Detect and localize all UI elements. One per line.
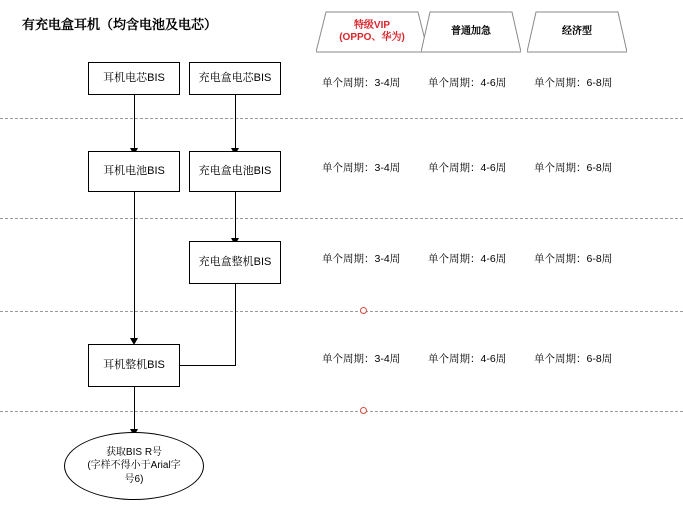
terminator-get-bis-r-number[interactable]: [64, 432, 204, 500]
box-charge-case-unit-bis[interactable]: 充电盒整机BIS: [189, 241, 281, 284]
box-earphone-unit-bis[interactable]: 耳机整机BIS: [88, 344, 180, 387]
connector-case-unit-down: [235, 284, 236, 365]
banner-urgent-label: 普通加急: [451, 25, 491, 37]
banner-urgent: [421, 10, 521, 54]
page-title: 有充电盒耳机（均含电池及电芯）: [22, 17, 218, 32]
lane-divider-4: [0, 411, 683, 412]
cycle-urgent-row4: 单个周期：4-6周: [428, 353, 507, 365]
cycle-vip-row3: 单个周期：3-4周: [322, 253, 401, 265]
connector-earphone-cell-to-battery: [134, 95, 135, 150]
terminator-label: 获取BIS R号 (字样不得小于Arial字 号6): [87, 446, 181, 485]
connector-earphone-unit-to-terminator: [134, 387, 135, 431]
lane-divider-3: [0, 311, 683, 312]
connector-case-unit-left: [175, 365, 236, 366]
box-charge-case-battery-bis[interactable]: 充电盒电池BIS: [189, 151, 281, 192]
lane-marker-3: [360, 307, 367, 314]
lane-divider-1: [0, 118, 683, 119]
cycle-economy-row4: 单个周期：6-8周: [534, 353, 613, 365]
connector-case-battery-to-unit: [235, 192, 236, 240]
box-earphone-battery-bis[interactable]: 耳机电池BIS: [88, 151, 180, 192]
cycle-urgent-row3: 单个周期：4-6周: [428, 253, 507, 265]
cycle-vip-row4: 单个周期：3-4周: [322, 353, 401, 365]
connector-earphone-battery-to-unit: [134, 192, 135, 340]
lane-marker-4: [360, 407, 367, 414]
box-earphone-cell-bis[interactable]: 耳机电芯BIS: [88, 62, 180, 95]
connector-case-cell-to-battery: [235, 95, 236, 150]
cycle-vip-row1: 单个周期：3-4周: [322, 77, 401, 89]
cycle-economy-row3: 单个周期：6-8周: [534, 253, 613, 265]
banner-economy: [527, 10, 627, 54]
banner-economy-label: 经济型: [562, 25, 592, 37]
cycle-urgent-row2: 单个周期：4-6周: [428, 162, 507, 174]
cycle-urgent-row1: 单个周期：4-6周: [428, 77, 507, 89]
cycle-economy-row1: 单个周期：6-8周: [534, 77, 613, 89]
cycle-vip-row2: 单个周期：3-4周: [322, 162, 401, 174]
cycle-economy-row2: 单个周期：6-8周: [534, 162, 613, 174]
lane-divider-2: [0, 218, 683, 219]
banner-vip: [316, 10, 428, 54]
box-charge-case-cell-bis[interactable]: 充电盒电芯BIS: [189, 62, 281, 95]
banner-vip-label: 特级VIP (OPPO、华为): [339, 19, 405, 43]
